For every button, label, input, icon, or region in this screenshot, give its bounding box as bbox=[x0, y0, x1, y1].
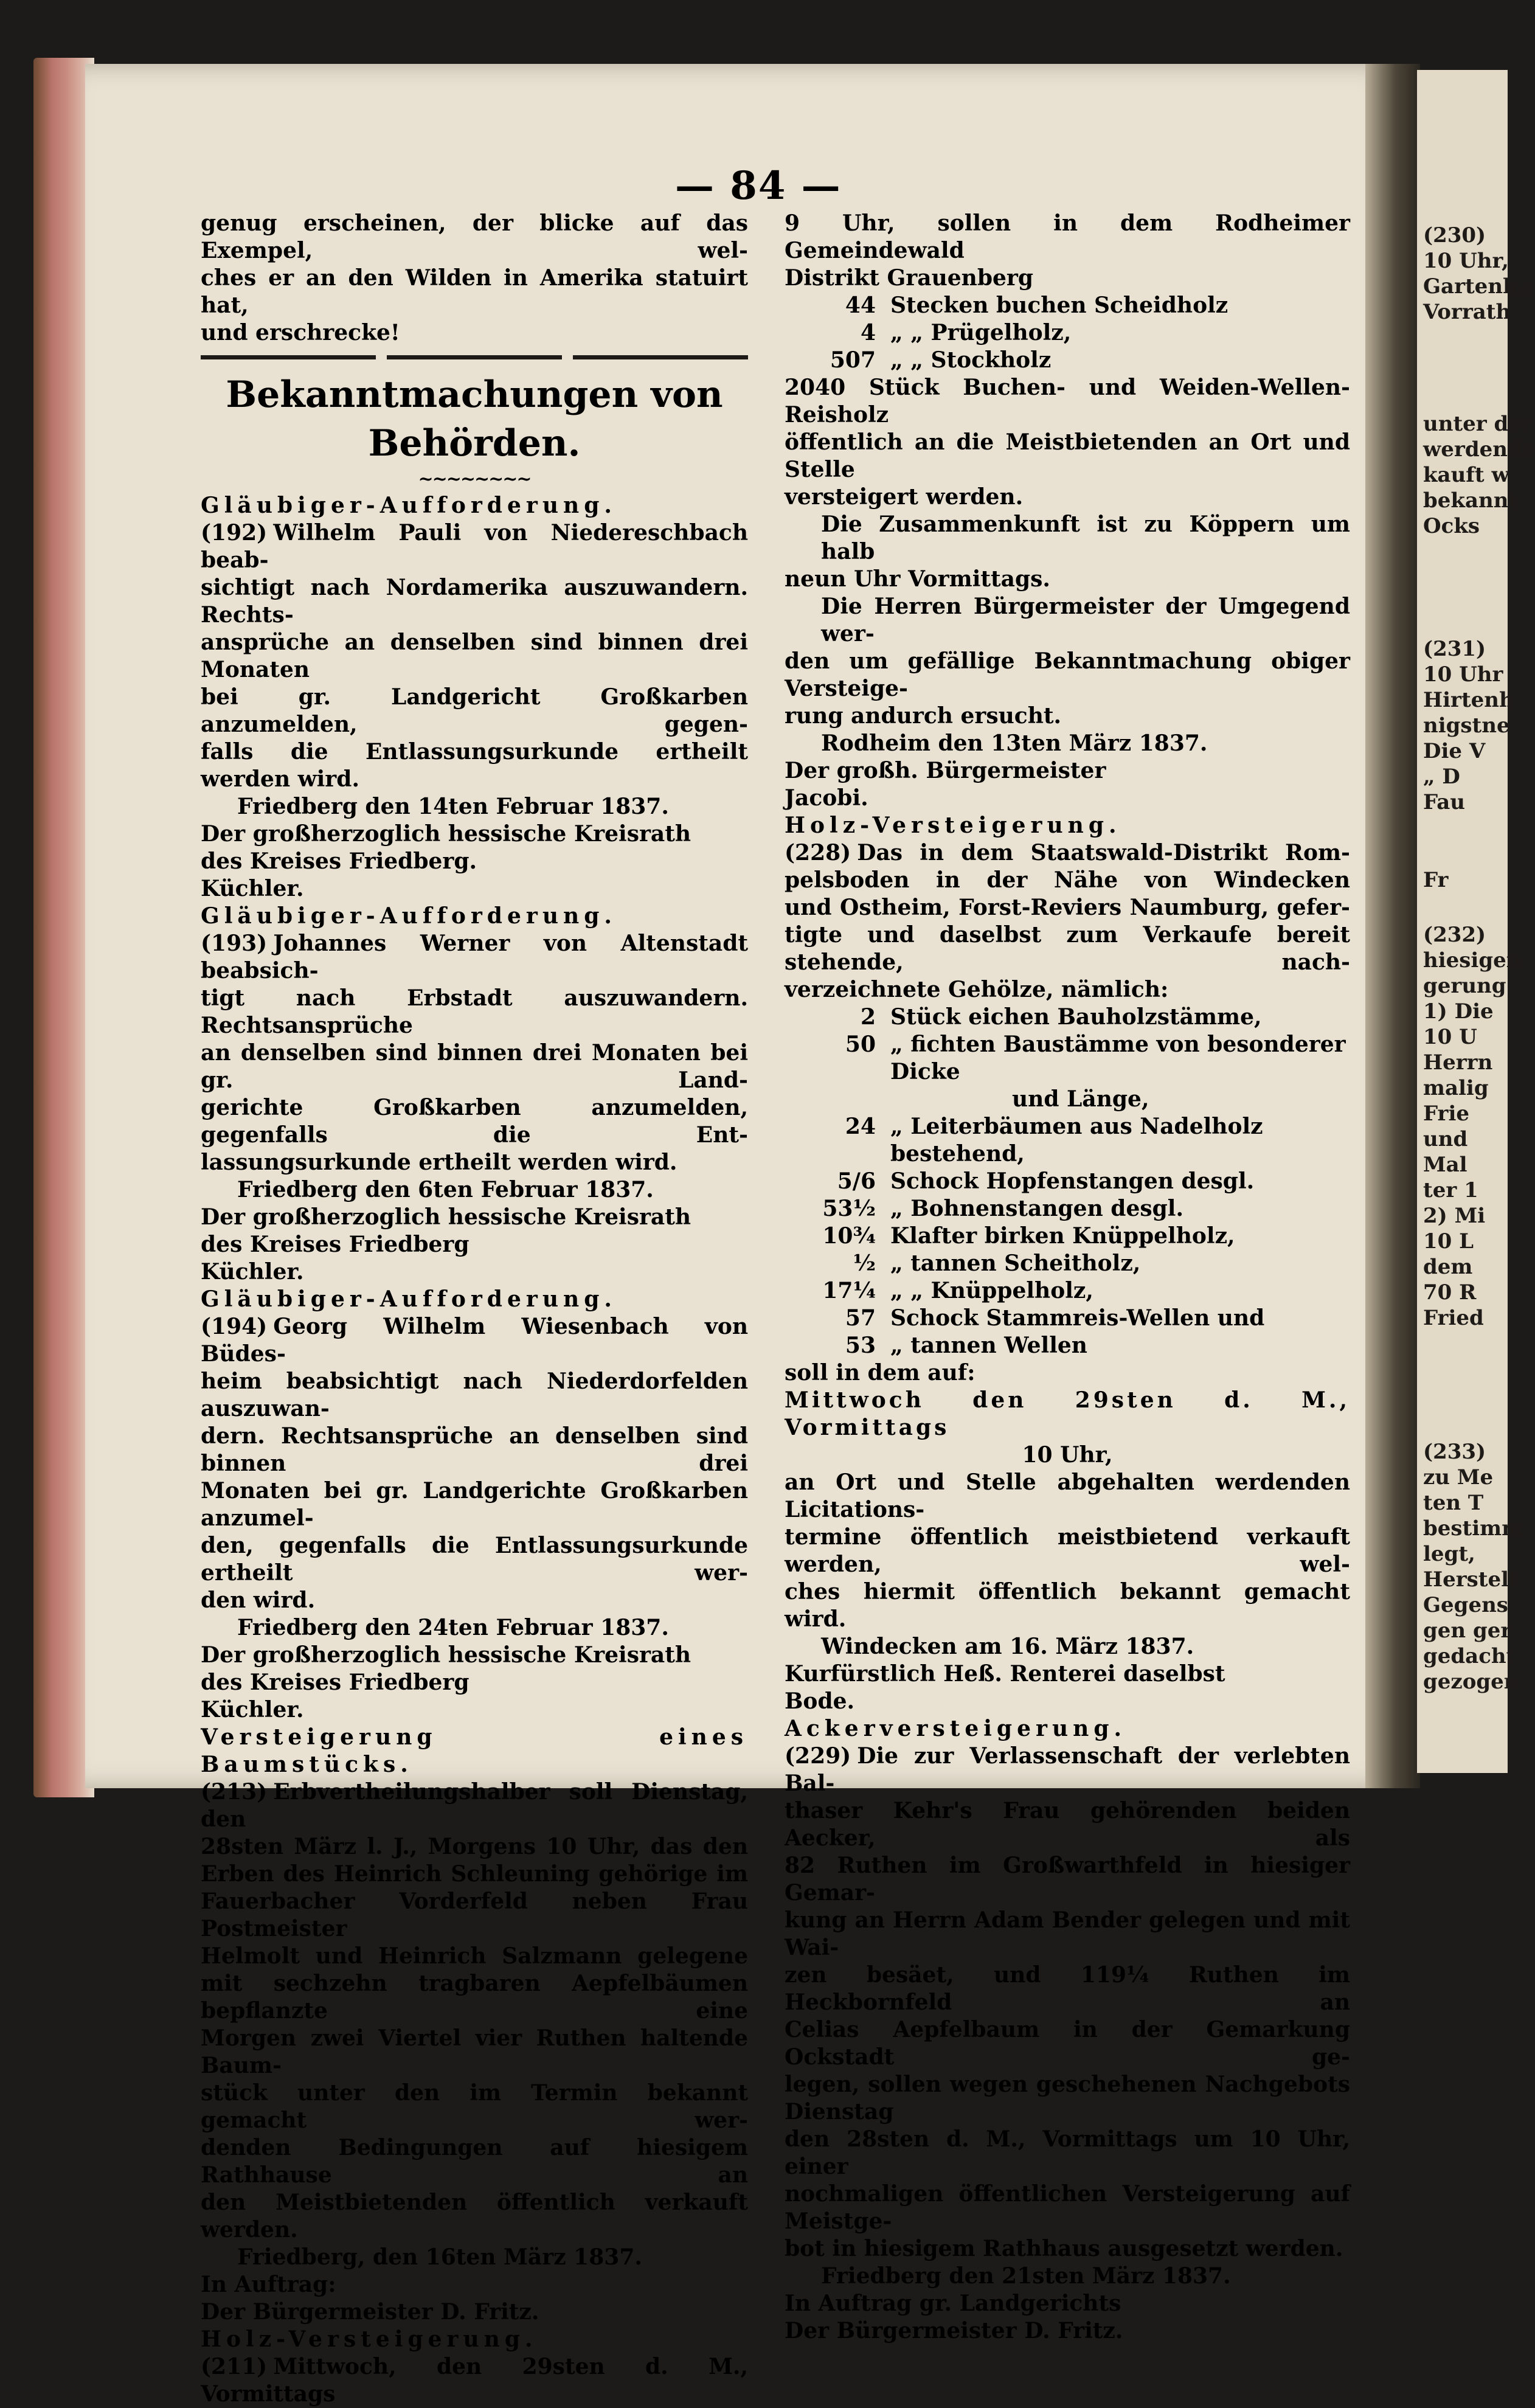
text-line: Fauerbacher Vorderfeld neben Frau Postmeister bbox=[201, 1889, 748, 1941]
notice-title: Gläubiger-Aufforderung. bbox=[201, 493, 617, 518]
item-text: Stück eichen Bauholzstämme, bbox=[890, 1004, 1262, 1030]
text-line: mit sechzehn tragbaren Aepfelbäumen bepflanzte eine bbox=[201, 1971, 748, 2024]
signature-line: des Kreises Friedberg. bbox=[201, 848, 477, 874]
notice-number: (228) bbox=[785, 840, 851, 866]
notice-title: Gläubiger-Aufforderung. bbox=[201, 903, 617, 929]
item-text: „ Bohnenstangen desgl. bbox=[890, 1196, 1184, 1221]
text-fragment: (231) bbox=[1423, 637, 1486, 661]
signature-line: Der Bürgermeister D. Fritz. bbox=[785, 2318, 1123, 2344]
list-item bbox=[785, 1332, 1350, 1359]
text-line: falls die Entlassungsurkunde ertheilt werden wird. bbox=[201, 739, 748, 792]
list-item bbox=[785, 319, 1350, 347]
text-fragment: Fr bbox=[1423, 868, 1449, 892]
text-fragment: (230) bbox=[1423, 223, 1486, 248]
text-line: Die Zusammenkunft ist zu Köppern um halb bbox=[821, 512, 1350, 564]
text-fragment: bekannt bbox=[1423, 488, 1519, 513]
text-fragment: gezogen bbox=[1423, 1670, 1519, 1694]
item-text: „ tannen Scheitholz, bbox=[890, 1251, 1141, 1276]
text-line: soll in dem auf: bbox=[785, 1360, 975, 1386]
quantity: 507 bbox=[830, 347, 876, 373]
text-line: Wilhelm Pauli von Niedereschbach beab- bbox=[201, 520, 748, 573]
text-line: legen, sollen wegen geschehenen Nachgebots Dienstag bbox=[785, 2072, 1350, 2125]
text-fragment: ter 1 bbox=[1423, 1178, 1478, 1202]
item-text: „ Leiterbäumen aus Nadelholz bestehend, bbox=[890, 1114, 1263, 1167]
text-fragment: (233) bbox=[1423, 1440, 1486, 1464]
item-text: „ fichten Baustämme von besonderer Dicke bbox=[890, 1032, 1346, 1084]
quantity bbox=[785, 1086, 890, 1113]
right-column bbox=[785, 210, 1350, 2345]
list-item bbox=[785, 1305, 1350, 1332]
text-line: termine öffentlich meistbietend verkauft werden, wel- bbox=[785, 1524, 1350, 1577]
notice-date: Rodheim den 13ten März 1837. bbox=[821, 730, 1208, 756]
text-fragment: 10 Uhr, bbox=[1423, 249, 1509, 273]
text-fragment: hiesigen bbox=[1423, 948, 1522, 973]
list-item bbox=[785, 1004, 1350, 1031]
signature-line: Küchler. bbox=[201, 1259, 304, 1285]
notice-number: (193) bbox=[201, 931, 268, 956]
text-line: und erschrecke! bbox=[201, 320, 400, 345]
text-line: an denselben sind binnen drei Monaten bei gr. Land- bbox=[201, 1040, 748, 1093]
text-line: bot in hiesigem Rathhaus ausgesetzt werden. bbox=[785, 2236, 1343, 2261]
text-fragment: Hirtenh bbox=[1423, 688, 1514, 712]
text-fragment: 1) Die bbox=[1423, 999, 1494, 1024]
text-line: verzeichnete Gehölze, nämlich: bbox=[785, 977, 1169, 1002]
signature-line: des Kreises Friedberg bbox=[201, 1670, 470, 1695]
list-item bbox=[785, 1223, 1350, 1250]
signature-line: In Auftrag: bbox=[201, 2272, 336, 2297]
text-fragment: gedacht bbox=[1423, 1644, 1516, 1668]
text-line: zen besäet, und 119¼ Ruthen im Heckbornfeld an bbox=[785, 1962, 1350, 2015]
text-fragment: und bbox=[1423, 1127, 1468, 1151]
text-line: 9 Uhr, sollen in dem Rodheimer Gemeindewald bbox=[785, 210, 1350, 263]
text-fragment: gen ger bbox=[1423, 1619, 1512, 1643]
text-fragment: 10 Uhr bbox=[1423, 662, 1503, 687]
notice-number: (194) bbox=[201, 1314, 268, 1339]
notice-date: Friedberg den 14ten Februar 1837. bbox=[237, 794, 669, 819]
text-fragment: dem bbox=[1423, 1255, 1473, 1279]
list-item bbox=[785, 1113, 1350, 1168]
list-item bbox=[785, 1195, 1350, 1223]
notice-229 bbox=[785, 1715, 1350, 2345]
signature-line: Der großherzoglich hessische Kreisrath bbox=[201, 1204, 691, 1230]
text-line: versteigert werden. bbox=[785, 484, 1024, 510]
notice-title: Holz-Versteigerung. bbox=[785, 813, 1121, 838]
quantity: 24 bbox=[845, 1114, 876, 1139]
list-item bbox=[785, 1086, 1350, 1113]
text-fragment: Ocks bbox=[1423, 514, 1480, 538]
text-line: heim beabsichtigt nach Niederdorfelden auszuwan- bbox=[201, 1369, 748, 1421]
list-item bbox=[785, 1277, 1350, 1305]
text-line: ches hiermit öffentlich bekannt gemacht wird. bbox=[785, 1579, 1350, 1632]
text-fragment: kauft w bbox=[1423, 463, 1509, 487]
text-line: nochmaligen öffentlichen Versteigerung auf Meistge- bbox=[785, 2181, 1350, 2234]
notice-number: (192) bbox=[201, 520, 268, 546]
text-fragment: zu Me bbox=[1423, 1465, 1494, 1490]
text-fragment: bestimm bbox=[1423, 1516, 1524, 1541]
notice-date: Friedberg den 21sten März 1837. bbox=[821, 2263, 1231, 2289]
text-line: Georg Wilhelm Wiesenbach von Büdes- bbox=[201, 1314, 748, 1367]
text-fragment: Gartenha bbox=[1423, 274, 1531, 299]
notice-number: (229) bbox=[785, 1743, 851, 1769]
notice-194 bbox=[201, 1286, 748, 1724]
item-text: Schock Hopfenstangen desgl. bbox=[890, 1168, 1255, 1194]
notice-title: Holz-Versteigerung. bbox=[201, 2326, 538, 2352]
text-line: Monaten bei gr. Landgerichte Großkarben anzumel- bbox=[201, 1478, 748, 1531]
text-fragment: Fried bbox=[1423, 1306, 1484, 1330]
left-column bbox=[201, 210, 748, 2408]
quantity: 2 bbox=[860, 1004, 876, 1030]
text-line: an Ort und Stelle abgehalten werdenden Licitations- bbox=[785, 1469, 1350, 1522]
text-line: bei gr. Landgericht Großkarben anzumelden, gegen- bbox=[201, 684, 748, 737]
text-line: 2040 Stück Buchen- und Weiden-Wellen-Reisholz bbox=[785, 375, 1350, 428]
signature-line: Der großherzoglich hessische Kreisrath bbox=[201, 1642, 691, 1668]
notice-193 bbox=[201, 903, 748, 1286]
quantity: 44 bbox=[845, 293, 876, 318]
text-fragment: 70 R bbox=[1423, 1280, 1477, 1305]
notice-211 bbox=[201, 2326, 748, 2408]
book-page-right-partial bbox=[1417, 70, 1535, 1773]
notice-title: Ackerversteigerung. bbox=[785, 1716, 1127, 1741]
text-line: 28sten März l. J., Morgens 10 Uhr, das den bbox=[201, 1834, 748, 1859]
signature-line: Küchler. bbox=[201, 876, 304, 901]
signature-line: Der Bürgermeister D. Fritz. bbox=[201, 2299, 539, 2325]
section-divider bbox=[201, 355, 748, 359]
text-line: tigte und daselbst zum Verkaufe bereit stehende, nach- bbox=[785, 922, 1350, 975]
text-line: sichtigt nach Nordamerika auszuwandern. Rechts- bbox=[201, 575, 748, 628]
item-text: „ „ Knüppelholz, bbox=[890, 1278, 1093, 1303]
text-fragment: nigstne bbox=[1423, 713, 1510, 738]
list-item bbox=[785, 292, 1350, 319]
text-fragment: Gegens bbox=[1423, 1593, 1508, 1617]
text-line: den wird. bbox=[201, 1587, 316, 1613]
text-fragment: Mal bbox=[1423, 1153, 1467, 1177]
text-line: tigt nach Erbstadt auszuwandern. Rechtsansprüche bbox=[201, 985, 748, 1038]
list-item bbox=[785, 347, 1350, 374]
notice-192 bbox=[201, 492, 748, 903]
text-fragment: Die V bbox=[1423, 739, 1486, 763]
notice-title: Versteigerung eines Baumstücks. bbox=[201, 1724, 748, 1777]
text-line: öffentlich an die Meistbietenden an Ort und Stelle bbox=[785, 429, 1350, 482]
list-item bbox=[785, 1168, 1350, 1195]
list-item bbox=[785, 1031, 1350, 1086]
text-line: Morgen zwei Viertel vier Ruthen haltende Baum- bbox=[201, 2025, 748, 2078]
section-heading: Bekanntmachungen von Behörden. bbox=[226, 373, 723, 465]
quantity: 17¼ bbox=[822, 1278, 876, 1303]
signature-line: Kurfürstlich Heß. Renterei daselbst bbox=[785, 1661, 1225, 1687]
signature-line: Küchler. bbox=[201, 1697, 304, 1723]
signature-line: Jacobi. bbox=[785, 785, 868, 811]
notice-number: (211) bbox=[201, 2354, 268, 2379]
text-line: den, gegenfalls die Entlassungsurkunde ertheilt wer- bbox=[201, 1533, 748, 1586]
text-line: gerichte Großkarben anzumelden, gegenfalls die Ent- bbox=[201, 1095, 748, 1148]
signature-line: Der großh. Bürgermeister bbox=[785, 758, 1106, 783]
page-number: — 84 — bbox=[675, 163, 842, 209]
text-fragment: ten T bbox=[1423, 1491, 1484, 1515]
item-text: „ „ Stockholz bbox=[890, 347, 1052, 373]
signature-line: Bode. bbox=[785, 1688, 855, 1714]
notice-213 bbox=[201, 1724, 748, 2326]
text-line: pelsboden in der Nähe von Windecken bbox=[785, 867, 1350, 893]
ornament: ~~~~~~~~ bbox=[418, 468, 531, 490]
notice-number: (213) bbox=[201, 1779, 268, 1805]
quantity: 50 bbox=[845, 1032, 876, 1057]
quantity: 53 bbox=[845, 1333, 876, 1358]
list-item bbox=[785, 1250, 1350, 1277]
text-fragment: (232) bbox=[1423, 923, 1486, 947]
quantity: ½ bbox=[853, 1251, 876, 1276]
text-line: den um gefällige Bekanntmachung obiger Versteige- bbox=[785, 648, 1350, 701]
text-line: dern. Rechtsansprüche an denselben sind binnen drei bbox=[201, 1423, 748, 1476]
item-text: Stecken buchen Scheidholz bbox=[890, 293, 1228, 318]
text-line: Erben des Heinrich Schleuning gehörige im bbox=[201, 1861, 748, 1887]
text-fragment: gerung bbox=[1423, 974, 1506, 998]
text-line: Mittwoch den 29sten d. M., Vormittags bbox=[785, 1387, 1350, 1440]
text-fragment: „ D bbox=[1423, 765, 1460, 789]
text-line: stück unter den im Termin bekannt gemacht wer- bbox=[201, 2080, 748, 2133]
quantity: 5/6 bbox=[837, 1168, 876, 1194]
text-fragment: Frie bbox=[1423, 1102, 1470, 1126]
item-text: und Länge, bbox=[1012, 1086, 1149, 1112]
quantity: 4 bbox=[860, 320, 876, 345]
text-line: Helmolt und Heinrich Salzmann gelegene bbox=[201, 1943, 748, 1969]
text-line: lassungsurkunde ertheilt werden wird. bbox=[201, 1150, 677, 1175]
text-fragment: legt, bbox=[1423, 1542, 1475, 1566]
notice-228 bbox=[785, 812, 1350, 1715]
text-fragment: Herstell bbox=[1423, 1567, 1517, 1592]
text-line: Erbvertheilungshalber soll Dienstag, den bbox=[201, 1779, 748, 1832]
text-line: neun Uhr Vormittags. bbox=[785, 566, 1050, 592]
text-line: Celias Aepfelbaum in der Gemarkung Ockstadt ge- bbox=[785, 2017, 1350, 2070]
quantity: 57 bbox=[845, 1305, 876, 1331]
text-line: Johannes Werner von Altenstadt beabsich- bbox=[201, 931, 748, 984]
text-line: Distrikt Grauenberg bbox=[785, 265, 1034, 291]
signature-line: des Kreises Friedberg bbox=[201, 1232, 470, 1257]
book-gutter bbox=[1365, 64, 1420, 1788]
text-fragment: 2) Mi bbox=[1423, 1204, 1486, 1228]
text-line: Mittwoch, den 29sten d. M., Vormittags bbox=[201, 2354, 748, 2407]
notice-date: Friedberg den 24ten Februar 1837. bbox=[237, 1615, 669, 1640]
notice-date: Friedberg, den 16ten März 1837. bbox=[237, 2244, 642, 2270]
notice-title: Gläubiger-Aufforderung. bbox=[201, 1286, 617, 1312]
signature-line: Der großherzoglich hessische Kreisrath bbox=[201, 821, 691, 847]
text-fragment: Fau bbox=[1423, 790, 1466, 814]
text-line: thaser Kehr's Frau gehörenden beiden Aecker, als bbox=[785, 1798, 1350, 1851]
text-line: und Ostheim, Forst-Reviers Naumburg, gefer- bbox=[785, 895, 1350, 920]
text-line: ches er an den Wilden in Amerika statuirt hat, bbox=[201, 265, 748, 318]
text-line: 10 Uhr, bbox=[1022, 1442, 1113, 1468]
item-text: „ tannen Wellen bbox=[890, 1333, 1087, 1358]
text-fragment: Herrn bbox=[1423, 1050, 1493, 1075]
text-line: 82 Ruthen im Großwarthfeld in hiesiger Gemar- bbox=[785, 1853, 1350, 1906]
quantity: 53½ bbox=[822, 1196, 876, 1221]
item-text: Klafter birken Knüppelholz, bbox=[890, 1223, 1235, 1249]
text-line: genug erscheinen, der blicke auf das Exempel, wel- bbox=[201, 210, 748, 263]
text-line: denden Bedingungen auf hiesigem Rathhause an bbox=[201, 2135, 748, 2188]
item-text: „ „ Prügelholz, bbox=[890, 320, 1072, 345]
text-fragment: malig bbox=[1423, 1076, 1489, 1100]
text-fragment: Vorrath bbox=[1423, 300, 1511, 324]
signature-line: In Auftrag gr. Landgerichts bbox=[785, 2291, 1121, 2316]
text-fragment: unter der bbox=[1423, 412, 1533, 436]
text-line: Die zur Verlassenschaft der verlebten Bal- bbox=[785, 1743, 1350, 1796]
text-line: den 28sten d. M., Vormittags um 10 Uhr, einer bbox=[785, 2126, 1350, 2179]
notice-date: Friedberg den 6ten Februar 1837. bbox=[237, 1177, 654, 1202]
quantity: 10¾ bbox=[822, 1223, 876, 1249]
text-line: den Meistbietenden öffentlich verkauft werden. bbox=[201, 2190, 748, 2243]
text-fragment: werdende bbox=[1423, 437, 1535, 462]
text-fragment: 10 U bbox=[1423, 1025, 1477, 1049]
text-line: Die Herren Bürgermeister der Umgegend wer- bbox=[821, 594, 1350, 647]
text-line: kung an Herrn Adam Bender gelegen und mit Wai- bbox=[785, 1907, 1350, 1960]
text-fragment: 10 L bbox=[1423, 1229, 1474, 1254]
notice-date: Windecken am 16. März 1837. bbox=[821, 1634, 1194, 1659]
text-line: Das in dem Staatswald-Distrikt Rom- bbox=[857, 840, 1350, 866]
text-line: rung andurch ersucht. bbox=[785, 703, 1062, 729]
item-text: Schock Stammreis-Wellen und bbox=[890, 1305, 1265, 1331]
text-line: ansprüche an denselben sind binnen drei Monaten bbox=[201, 630, 748, 682]
